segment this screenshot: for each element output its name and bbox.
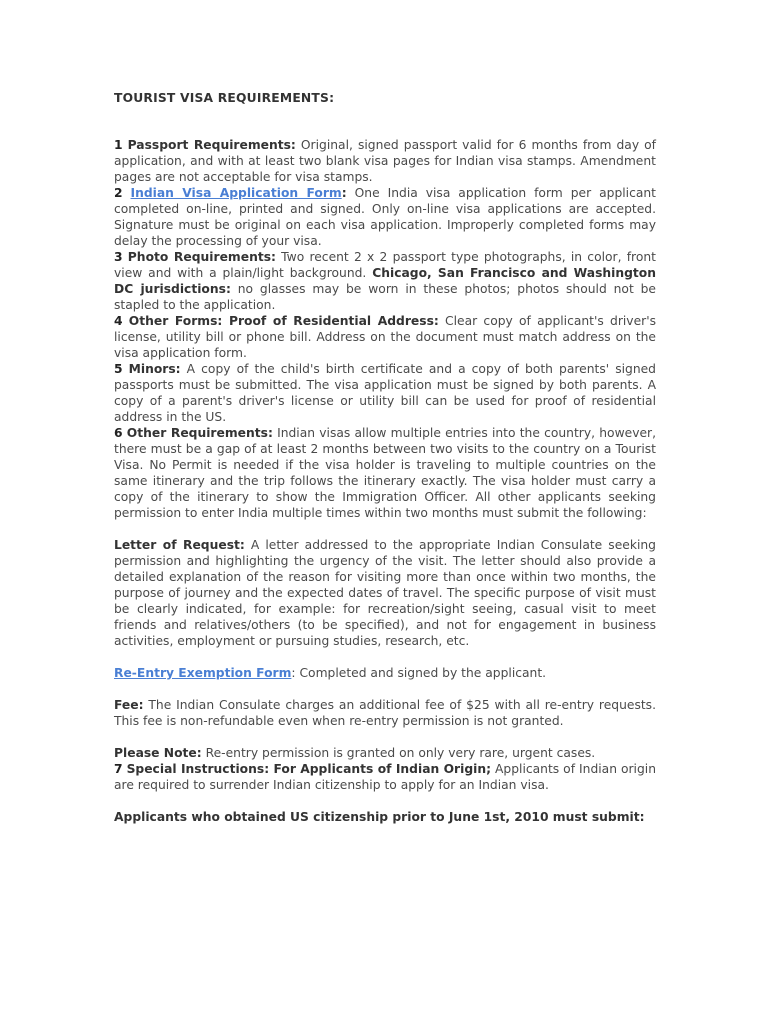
item-text: Re-entry permission is granted on only very rare, urgent cases.	[201, 746, 596, 760]
item-text: Two recent 2 x 2 passport type photographs, in color, front view and with a plain/light background.	[114, 250, 656, 280]
fee-paragraph	[114, 697, 656, 729]
item-number: 7	[114, 762, 123, 776]
item-text: Original, signed passport valid for 6 months from day of application, and with at least two blank visa pages for Indian visa stamps. Amendment pages are not acceptable for visa stamps.	[114, 138, 656, 184]
item-other-requirements	[114, 425, 656, 521]
item-number: 4	[114, 314, 123, 328]
item-text: Applicants of Indian origin are required to surrender Indian citizenship to apply for an Indian visa.	[114, 762, 656, 792]
letter-of-request	[114, 537, 656, 649]
document-title: TOURIST VISA REQUIREMENTS:	[114, 91, 335, 105]
item-heading: Photo Requirements:	[127, 250, 276, 264]
item-heading: Special Instructions: For Applicants of Indian Origin;	[126, 762, 492, 776]
item-other-forms	[114, 313, 656, 361]
item-heading: Minors:	[128, 362, 181, 376]
item-number: 2	[114, 186, 123, 200]
item-number: 3	[114, 250, 123, 264]
item-text: One India visa application form per applicant completed on-line, printed and signed. Only on-line visa applications are accepted. Signature must be original on each visa application. Improperly completed forms may delay the processing of your visa.	[114, 186, 656, 248]
item-heading: Fee:	[114, 698, 144, 712]
item-passport	[114, 137, 656, 185]
item-number: 5	[114, 362, 123, 376]
item-text: The Indian Consulate charges an additional fee of $25 with all re-entry requests. This fee is non-refundable even when re-entry permission is not granted.	[114, 698, 656, 728]
item-number: 1	[114, 138, 123, 152]
item-text: Indian visas allow multiple entries into the country, however, there must be a gap of at least 2 months between two visits to the country on a Tourist Visa. No Permit is needed if the visa holder is traveling to multiple countries on the same itinerary and the trip follows the itinerary exactly. The visa holder must carry a copy of the itinerary to show the Immigration Officer. All other applicants seeking permission to enter India multiple times within two months must submit the following:	[114, 426, 656, 520]
item-photo	[114, 249, 656, 313]
item-colon: :	[341, 186, 347, 200]
item-text: A copy of the child's birth certificate and a copy of both parents' signed passports must be submitted. The visa application must be signed by both parents. A copy of a parent's driver's license or utility bill can be used for proof of residential address in the US.	[114, 362, 656, 424]
item-special-instructions	[114, 761, 656, 793]
item-text: no glasses may be worn in these photos; photos should not be stapled to the application.	[114, 282, 657, 312]
item-heading: Letter of Request:	[114, 538, 245, 552]
please-note	[114, 745, 656, 761]
reentry-exemption-form-link[interactable]: Re-Entry Exemption Form	[114, 666, 292, 680]
item-text: : Completed and signed by the applicant.	[291, 666, 547, 680]
item-heading: Please Note:	[114, 746, 202, 760]
item-heading: Other Forms: Proof of Residential Address:	[128, 314, 439, 328]
reentry-exemption	[114, 665, 656, 681]
closing-note: Applicants who obtained US citizenship prior to June 1st, 2010 must submit:	[114, 810, 645, 824]
item-heading: Passport Requirements:	[127, 138, 296, 152]
item-application-form	[114, 185, 656, 249]
item-heading: Other Requirements:	[126, 426, 273, 440]
document-page	[114, 90, 656, 825]
indian-visa-application-form-link[interactable]: Indian Visa Application Form	[130, 186, 342, 200]
item-number: 6	[114, 426, 123, 440]
item-minors	[114, 361, 656, 425]
jurisdiction-heading: Chicago, San Francisco and Washington DC jurisdictions:	[114, 266, 657, 296]
item-text: A letter addressed to the appropriate Indian Consulate seeking permission and highlighting the urgency of the visit. The letter should also provide a detailed explanation of the reason for visiting more than once within two months, the purpose of journey and the expected dates of travel. The specific purpose of visit must be clearly indicated, for example: for recreation/sight seeing, casual visit to meet friends and relatives/others (to be specified), and not for engagement in business activities, employment or pursuing studies, research, etc.	[114, 538, 656, 648]
item-text: Clear copy of applicant's driver's license, utility bill or phone bill. Address on the document must match address on the visa application form.	[114, 314, 656, 360]
